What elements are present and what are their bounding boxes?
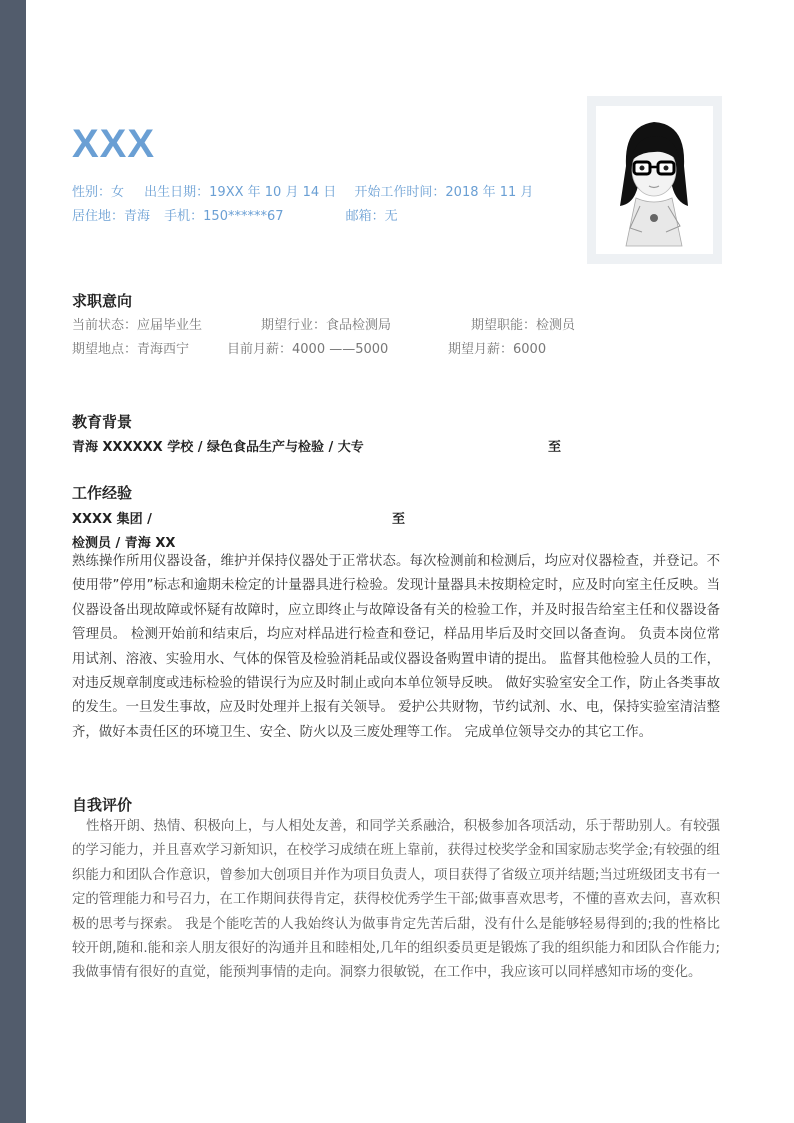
education-school-line: 青海 XXXXXX 学校 / 绿色食品生产与检验 / 大专 (72, 440, 364, 455)
job-intent-row-1 (72, 314, 575, 333)
education-entry (72, 436, 561, 455)
expected-location: 期望地点：青海西宁 (72, 342, 190, 357)
current-salary: 目前月薪：4000 ——5000 (227, 342, 389, 357)
education-to: 至 (548, 440, 562, 455)
expected-industry: 期望行业：食品检测局 (261, 318, 392, 333)
phone: 手机：150******67 (164, 209, 284, 224)
left-sidebar-stripe (0, 0, 26, 1123)
personal-info-line-2 (72, 205, 398, 224)
email: 邮箱：无 (345, 209, 398, 224)
cartoon-girl-avatar-icon (596, 106, 713, 254)
personal-info-line-1 (72, 181, 533, 200)
self-evaluation-title: 自我评价 (72, 796, 133, 814)
candidate-name: XXX (72, 122, 156, 166)
work-description: 熟练操作所用仪器设备，维护并保持仪器处于正常状态。每次检测前和检测后，均应对仪器检查，并登记。不使用带”停用”标志和逾期未检定的计量器具进行检验。发现计量器具未按期检定时，应及时向室主任反映。当仪器设备出现故障或怀疑有故障时，应立即终止与故障设备有关的检验工作，并及时报告给室主任和仪器设备管理员。 检测开始前和结束后，均应对样品进行检查和登记，样品用毕后及时交回以备查询。 负责本岗位常用试剂、溶液、实验用水、气体的保管及检验消耗品或仪器设备购置申请的提出。 监督其他检验人员的工作，对违反规章制度或违标检验的错误行为应及时制止或向本单位领导反映。 做好实验室安全工作，防止各类事故的发生。一旦发生事故，应及时处理并上报有关领导。 爱护公共财物，节约试剂、水、电，保持实验室清洁整齐，做好本责任区的环境卫生、安全、防火以及三废处理等工作。 完成单位领导交办的其它工作。 (72, 554, 720, 740)
work-experience-title: 工作经验 (72, 484, 133, 502)
expected-salary: 期望月薪：6000 (448, 342, 547, 357)
gender: 性别：女 (72, 185, 125, 200)
job-intent-title: 求职意向 (72, 292, 133, 310)
residence: 居住地：青海 (72, 209, 151, 224)
work-company: XXXX 集团 / (72, 512, 152, 527)
expected-position: 期望职能：检测员 (471, 318, 576, 333)
self-evaluation-text: 性格开朗、热情、积极向上，与人相处友善，和同学关系融洽，积极参加各项活动，乐于帮助别人。有较强的学习能力，并且喜欢学习新知识，在校学习成绩在班上靠前，获得过校奖学金和国家励志奖学金;有较强的组织能力和团队合作意识，曾参加大创项目并作为项目负责人，项目获得了省级立项并结题;当过班级团支书有一定的管理能力和号召力，在工作期间获得肯定，获得校优秀学生干部;做事喜欢思考，不懂的喜欢去问，喜欢积极的思考与探索。 我是个能吃苦的人我始终认为做事肯定先苦后甜，没有什么是能够轻易得到的;我的性格比较开朗,随和.能和亲人朋友很好的沟通并且和睦相处,几年的组织委员更是锻炼了我的组织能力和团队合作能力;我做事情有很好的直觉，能预判事情的走向。洞察力很敏锐，在工作中，我应该可以同样感知市场的变化。 (72, 819, 720, 981)
birth-date: 出生日期：19XX 年 10 月 14 日 (144, 185, 337, 200)
education-title: 教育背景 (72, 413, 133, 431)
work-start-date: 开始工作时间：2018 年 11 月 (354, 185, 534, 200)
work-role: 检测员 / 青海 XX (72, 536, 176, 551)
job-intent-row-2 (72, 338, 546, 357)
profile-photo (587, 96, 722, 264)
current-status: 当前状态：应届毕业生 (72, 318, 203, 333)
work-company-line (72, 508, 405, 527)
work-to: 至 (392, 512, 406, 527)
